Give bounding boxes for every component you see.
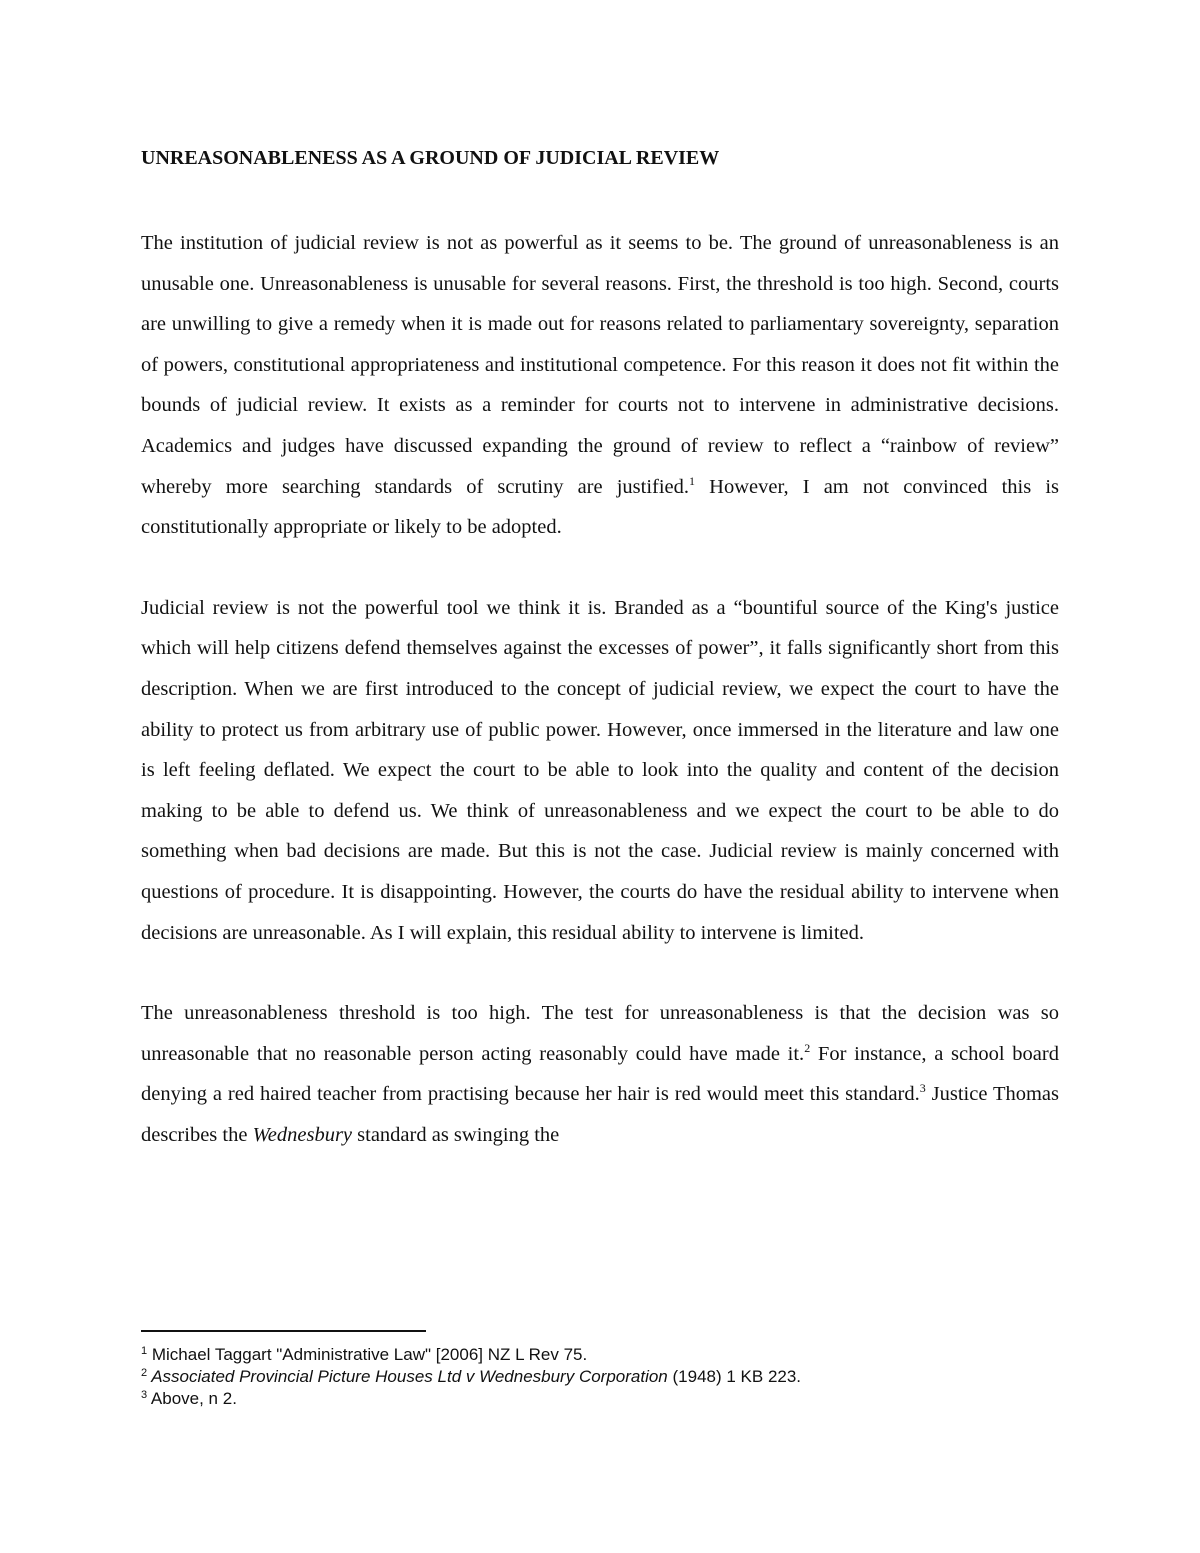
paragraph-3-text-c: Justice Thomas describes the [141,1083,1059,1146]
document-body [141,143,1059,1155]
footnote-1-number: 1 [141,1345,148,1357]
footnote-1 [141,1344,1059,1366]
footnote-3-number: 3 [141,1389,148,1401]
footnote-3 [141,1388,1059,1410]
paragraph-1-text-a: The institution of judicial review is not as powerful as it seems to be. The ground of unreasonableness is an unusable one. Unreasonableness is unusable for several reasons. First, the threshold is too high. Second, courts are unwilling to give a remedy when it is made out for reasons related to parliamentary sovereignty, separation of powers, constitutional appropriateness and institutional competence. For this reason it does not fit within the bounds of judicial review. It exists as a reminder for courts not to intervene in administrative decisions. Academics and judges have discussed expanding the ground of review to reflect a “rainbow of review” whereby more searching standards of scrutiny are justified. [141,232,1059,498]
paragraph-3-text-b: For instance, a school board denying a red haired teacher from practising because her hair is red would meet this standard. [141,1042,1059,1106]
case-name-italic: Wednesbury [252,1123,353,1146]
footnote-2-case-name: Associated Provincial Picture Houses Ltd v Wednesbury Corporation [147,1367,668,1386]
footnote-ref-2[interactable]: 2 [804,1040,811,1055]
paragraph-3-text-a: The unreasonableness threshold is too high. The test for unreasonableness is that the decision was so unreasonable that no reasonable person acting reasonably could have made it. [141,1002,1059,1065]
footnote-3-text: Above, n 2. [147,1389,237,1408]
paragraph-1 [141,223,1059,548]
paragraph-3-text-d: standard as swinging the [352,1123,560,1146]
footnote-2-text: (1948) 1 KB 223. [667,1367,802,1386]
paragraph-2: Judicial review is not the powerful tool we think it is. Branded as a “bountiful source of the King's justice which will help citizens defend themselves against the excesses of power”, it falls significantly short from this description. When we are first introduced to the concept of judicial review, we expect the court to have the ability to protect us from arbitrary use of public power. However, once immersed in the literature and law one is left feeling deflated. We expect the court to be able to look into the quality and content of the decision making to be able to defend us. We think of unreasonableness and we expect the court to be able to do something when bad decisions are made. But this is not the case. Judicial review is mainly concerned with questions of procedure. It is disappointing. However, the courts do have the residual ability to intervene when decisions are unreasonable. As I will explain, this residual ability to intervene is limited. [141,596,1059,944]
paragraph-3 [141,993,1059,1155]
footnote-1-text: Michael Taggart "Administrative Law" [2006] NZ L Rev 75. [147,1345,588,1364]
document-title: UNREASONABLENESS AS A GROUND OF JUDICIAL REVIEW [141,147,720,169]
footnote-ref-1[interactable]: 1 [689,473,696,488]
footnote-2 [141,1366,1059,1388]
footnote-ref-3[interactable]: 3 [919,1081,926,1096]
footnote-2-number: 2 [141,1367,148,1379]
footnote-separator [141,1330,426,1332]
paragraph-1-text-b: However, I am not convinced this is constitutionally appropriate or likely to be adopted. [141,475,1059,539]
footnotes-section [141,1330,1059,1410]
